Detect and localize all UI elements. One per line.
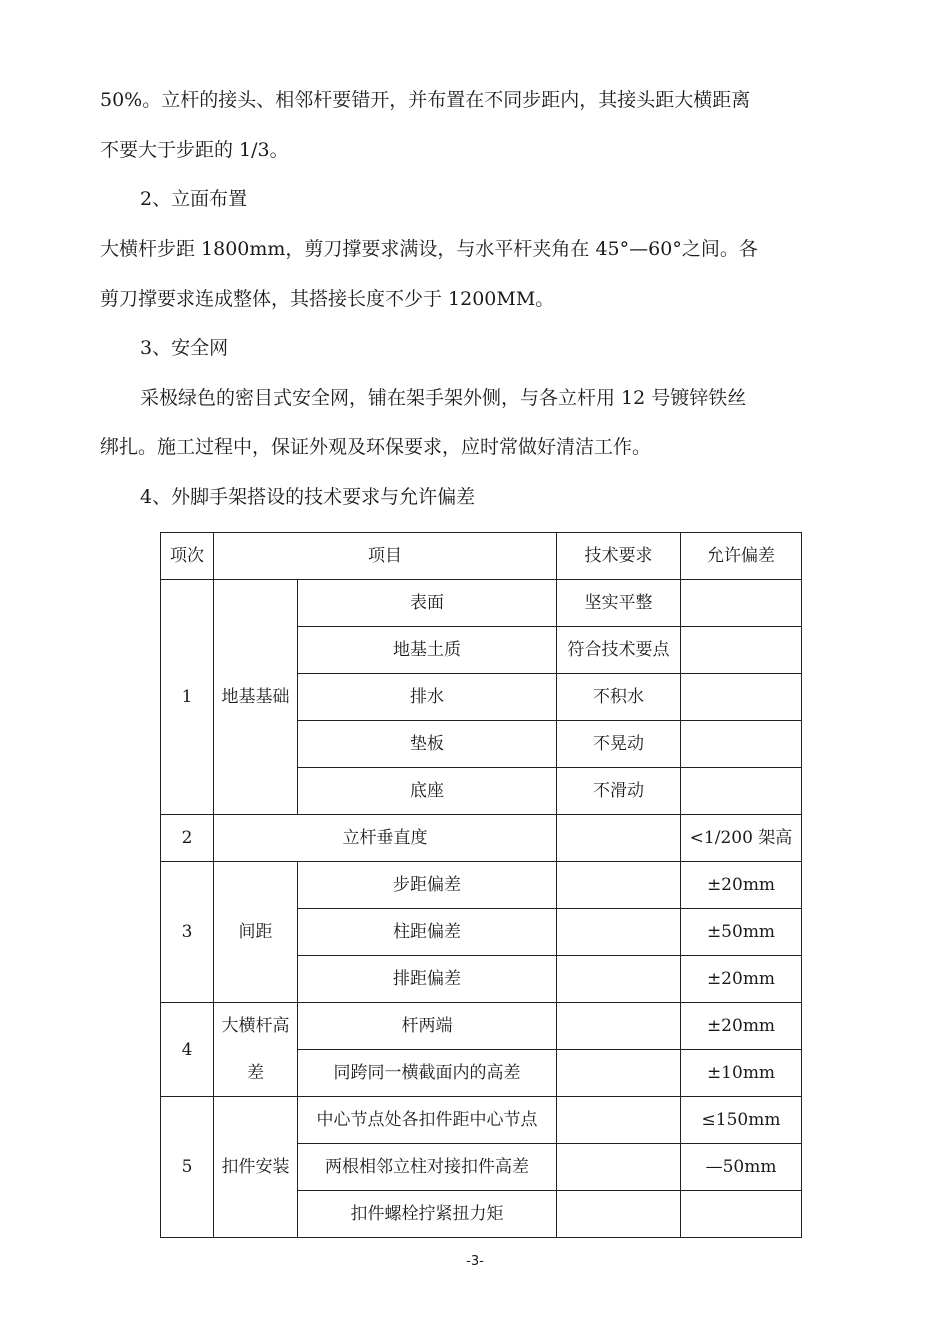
item-cell: 立杆垂直度: [214, 815, 557, 862]
tolerance-table: [160, 532, 802, 1238]
tolerance-cell: [681, 721, 802, 768]
header-cell: 技术要求: [557, 533, 681, 580]
requirement-cell: 不滑动: [557, 768, 681, 815]
page-number: -3-: [466, 1254, 484, 1269]
requirement-cell: 不积水: [557, 674, 681, 721]
table-row: [161, 862, 802, 909]
table-row: [161, 815, 802, 862]
tolerance-cell: <1/200 架高: [681, 815, 802, 862]
paragraph-line: 绑扎。施工过程中，保证外观及环保要求，应时常做好清洁工作。: [100, 436, 652, 458]
section-heading: 4、外脚手架搭设的技术要求与允许偏差: [140, 486, 476, 508]
item-cell: 垫板: [298, 721, 557, 768]
tolerance-cell: [681, 580, 802, 627]
requirement-cell: [557, 1191, 681, 1238]
table-row: [161, 1050, 802, 1097]
requirement-cell: 坚实平整: [557, 580, 681, 627]
requirement-cell: 不晃动: [557, 721, 681, 768]
tolerance-cell: ±20mm: [681, 1003, 802, 1050]
header-cell: 允许偏差: [681, 533, 802, 580]
item-cell: 排距偏差: [298, 956, 557, 1003]
item-cell: 同跨同一横截面内的高差: [298, 1050, 557, 1097]
tolerance-cell: [681, 627, 802, 674]
table-row: [161, 1097, 802, 1144]
tolerance-cell: ±20mm: [681, 862, 802, 909]
table-row: [161, 1003, 802, 1050]
header-cell: 项次: [161, 533, 214, 580]
tolerance-cell: ≤150mm: [681, 1097, 802, 1144]
tolerance-cell: [681, 1191, 802, 1238]
item-cell: 两根相邻立柱对接扣件高差: [298, 1144, 557, 1191]
category-cell-line2: 差: [214, 1050, 298, 1097]
requirement-cell: [557, 1097, 681, 1144]
item-cell: 扣件螺栓拧紧扭力矩: [298, 1191, 557, 1238]
tolerance-cell: ±20mm: [681, 956, 802, 1003]
tolerance-cell: [681, 674, 802, 721]
item-cell: 表面: [298, 580, 557, 627]
category-cell: 扣件安装: [214, 1097, 298, 1238]
requirement-cell: [557, 956, 681, 1003]
paragraph-line: 大横杆步距 1800mm，剪刀撑要求满设，与水平杆夹角在 45°—60°之间。各: [100, 238, 758, 260]
paragraph-line: 不要大于步距的 1/3。: [100, 139, 289, 161]
section-heading: 3、安全网: [140, 337, 229, 359]
tolerance-cell: —50mm: [681, 1144, 802, 1191]
requirement-cell: [557, 1003, 681, 1050]
row-number: 3: [161, 862, 214, 1003]
header-cell: 项目: [214, 533, 557, 580]
item-cell: 底座: [298, 768, 557, 815]
tolerance-cell: ±10mm: [681, 1050, 802, 1097]
category-cell: 地基基础: [214, 580, 298, 815]
requirement-cell: [557, 1050, 681, 1097]
category-cell: 间距: [214, 862, 298, 1003]
item-cell: 排水: [298, 674, 557, 721]
table-row: [161, 580, 802, 627]
paragraph-line: 剪刀撑要求连成整体，其搭接长度不少于 1200MM。: [100, 288, 555, 310]
tolerance-cell: ±50mm: [681, 909, 802, 956]
row-number: 4: [161, 1003, 214, 1097]
item-cell: 杆两端: [298, 1003, 557, 1050]
row-number: 2: [161, 815, 214, 862]
paragraph-line: 50%。立杆的接头、相邻杆要错开，并布置在不同步距内，其接头距大横距离: [100, 89, 751, 111]
row-number: 1: [161, 580, 214, 815]
item-cell: 步距偏差: [298, 862, 557, 909]
tolerance-cell: [681, 768, 802, 815]
requirement-cell: [557, 862, 681, 909]
item-cell: 柱距偏差: [298, 909, 557, 956]
requirement-cell: [557, 815, 681, 862]
row-number: 5: [161, 1097, 214, 1238]
requirement-cell: [557, 1144, 681, 1191]
paragraph-line: 采极绿色的密目式安全网，铺在架手架外侧，与各立杆用 12 号镀锌铁丝: [140, 387, 747, 409]
section-heading: 2、立面布置: [140, 188, 248, 210]
table-header-row: [161, 533, 802, 580]
category-cell-line1: 大横杆高: [214, 1003, 298, 1050]
item-cell: 中心节点处各扣件距中心节点: [298, 1097, 557, 1144]
requirement-cell: [557, 909, 681, 956]
requirement-cell: 符合技术要点: [557, 627, 681, 674]
item-cell: 地基土质: [298, 627, 557, 674]
